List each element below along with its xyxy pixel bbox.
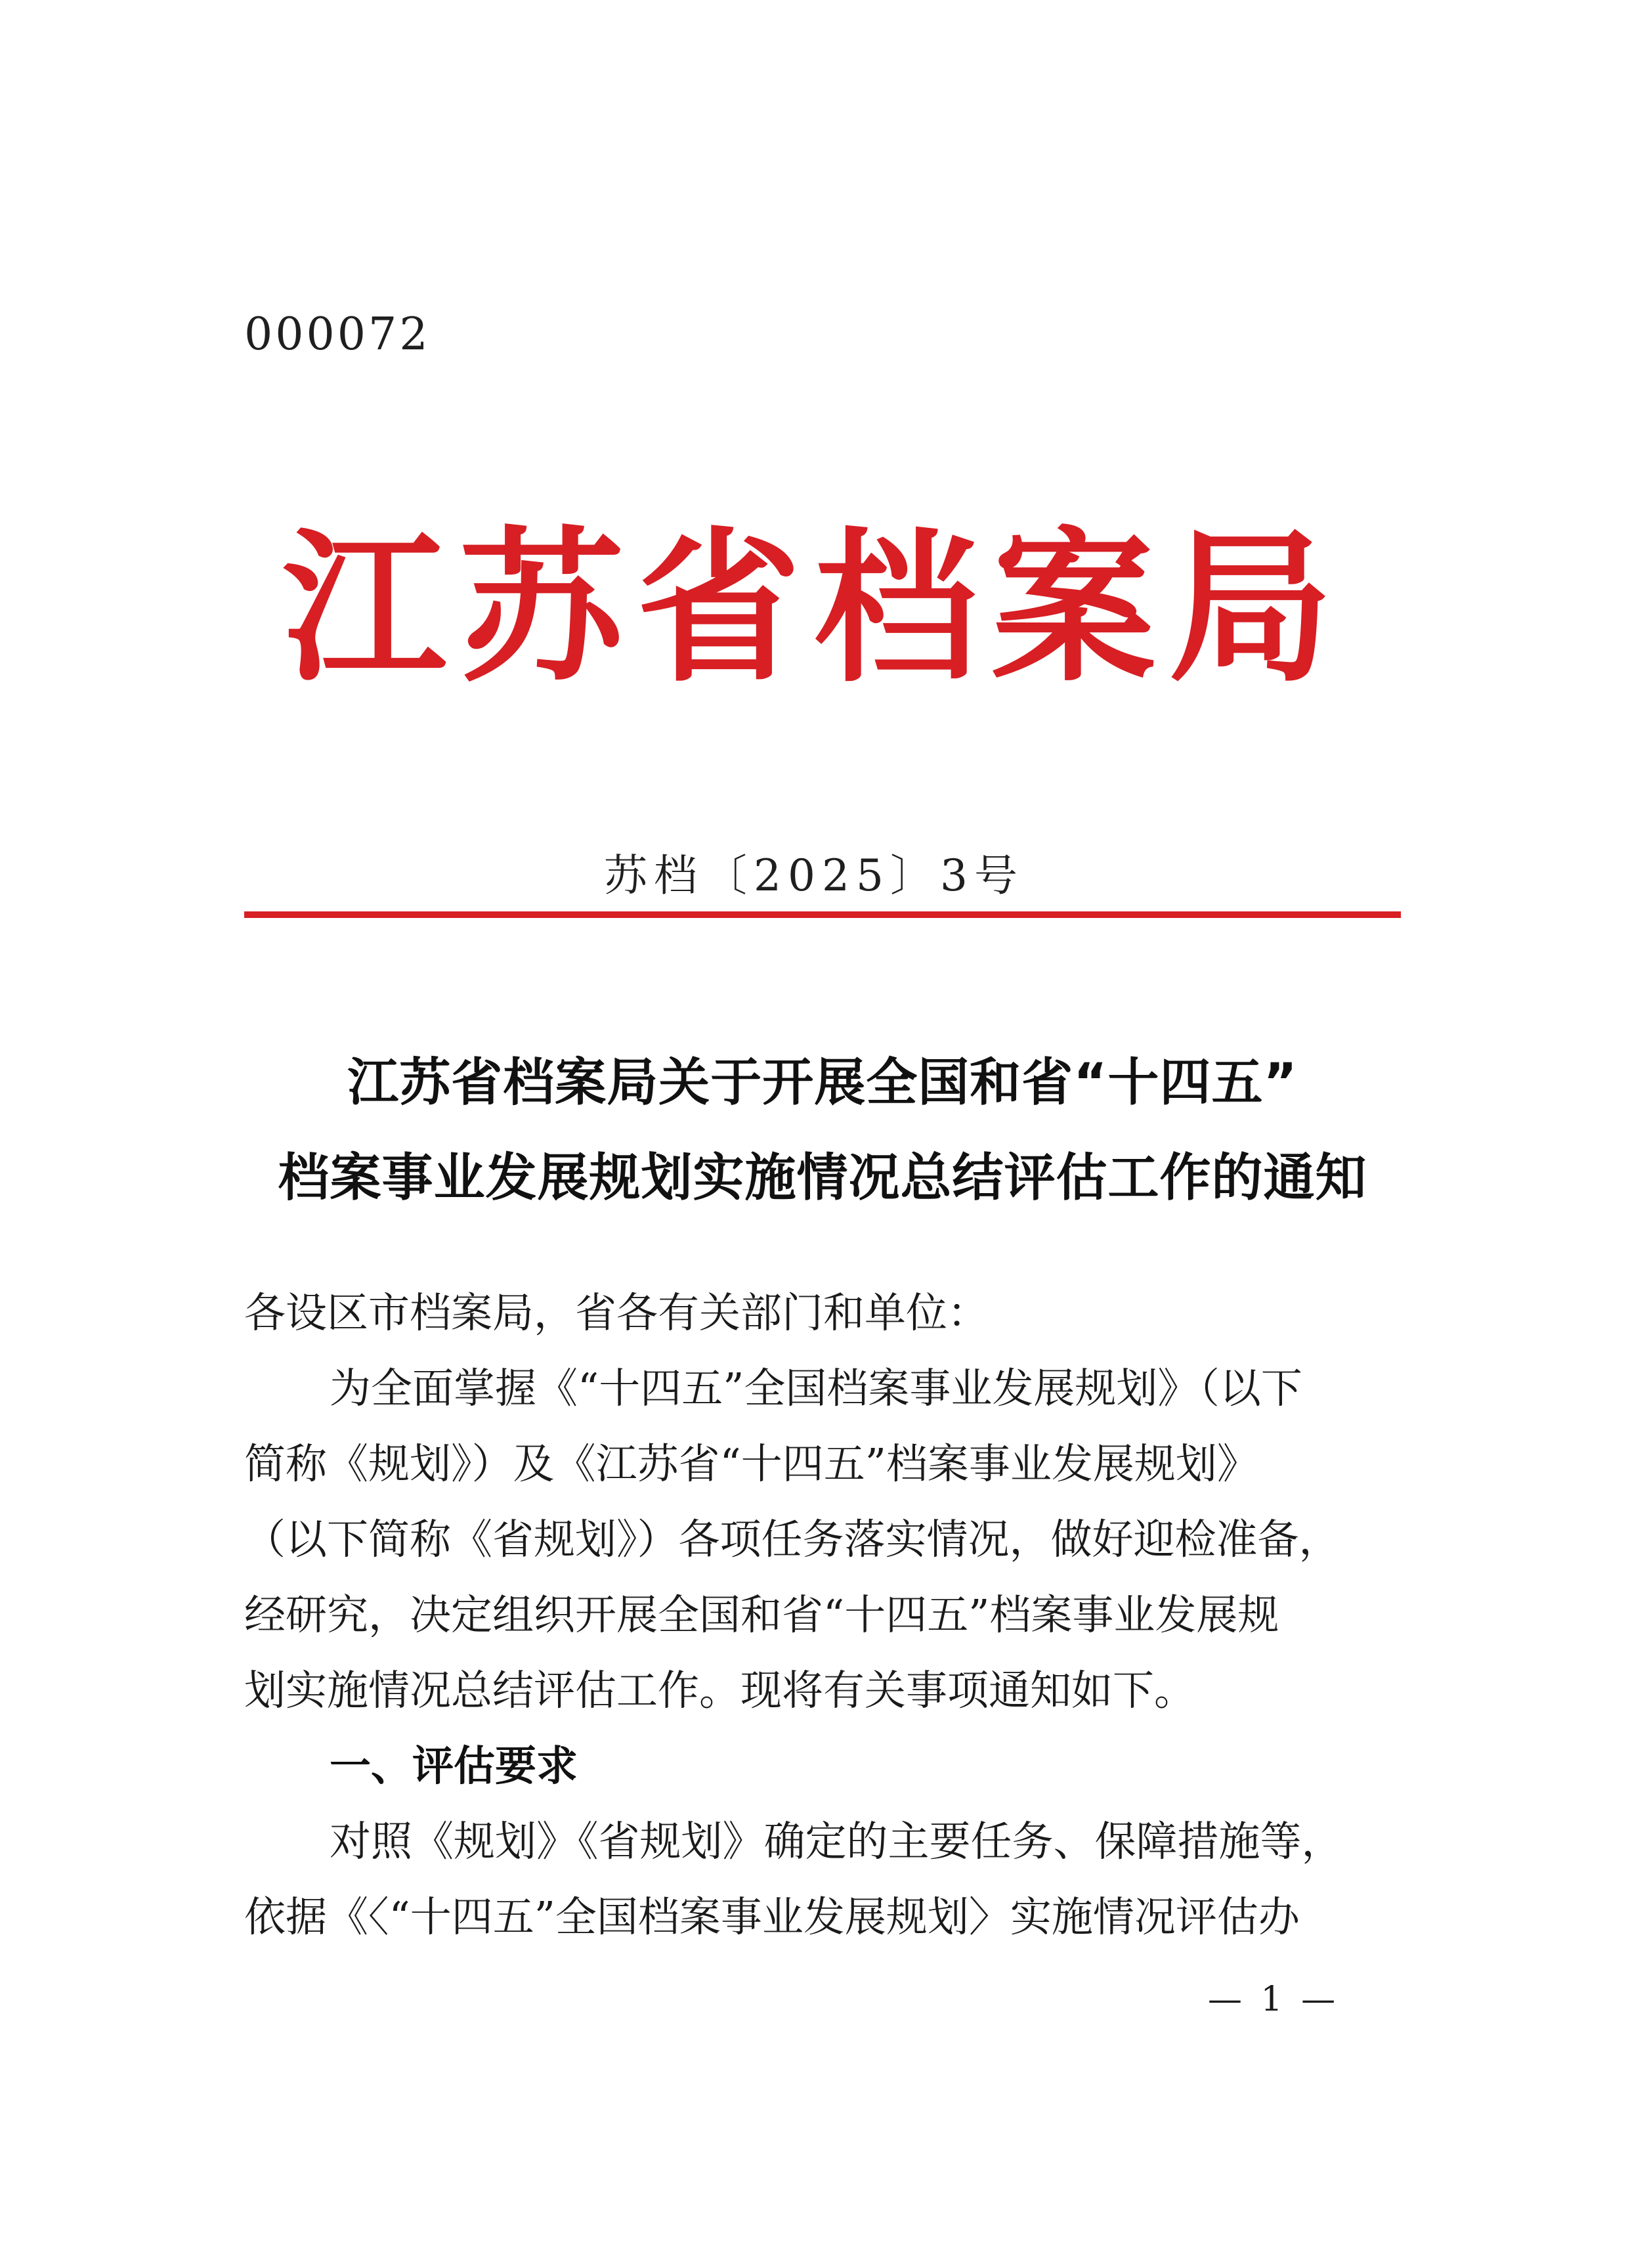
agency-header: 江苏省档案局 <box>282 511 1346 704</box>
document-title-line-2: 档案事业发展规划实施情况总结评估工作的通知 <box>278 1148 1367 1208</box>
page-number: — 1 — <box>1208 1980 1340 2019</box>
red-separator-rule <box>244 911 1401 918</box>
serial-number: 000072 <box>244 309 431 360</box>
body-line: 对照《规划》《省规划》确定的主要任务、保障措施等， <box>330 1818 1343 1865</box>
body-line: 经研究，决定组织开展全国和省“十四五”档案事业发展规 <box>244 1591 1279 1639</box>
body-line: 简称《规划》）及《江苏省“十四五”档案事业发展规划》 <box>244 1440 1258 1488</box>
body-line: （以下简称《省规划》）各项任务落实情况，做好迎检准备， <box>244 1516 1340 1563</box>
body-line: 划实施情况总结评估工作。现将有关事项通知如下。 <box>244 1667 1195 1714</box>
body-line: 依据《〈“十四五”全国档案事业发展规划〉实施情况评估办 <box>244 1893 1300 1941</box>
salutation: 各设区市档案局，省各有关部门和单位： <box>244 1289 989 1337</box>
section-heading: 一、评估要求 <box>330 1742 578 1790</box>
document-title-line-1: 江苏省档案局关于开展全国和省“十四五” <box>347 1053 1298 1112</box>
document-number: 苏档〔2025〕3号 <box>604 850 1024 901</box>
body-line: 为全面掌握《“十四五”全国档案事业发展规划》（以下 <box>330 1364 1302 1412</box>
